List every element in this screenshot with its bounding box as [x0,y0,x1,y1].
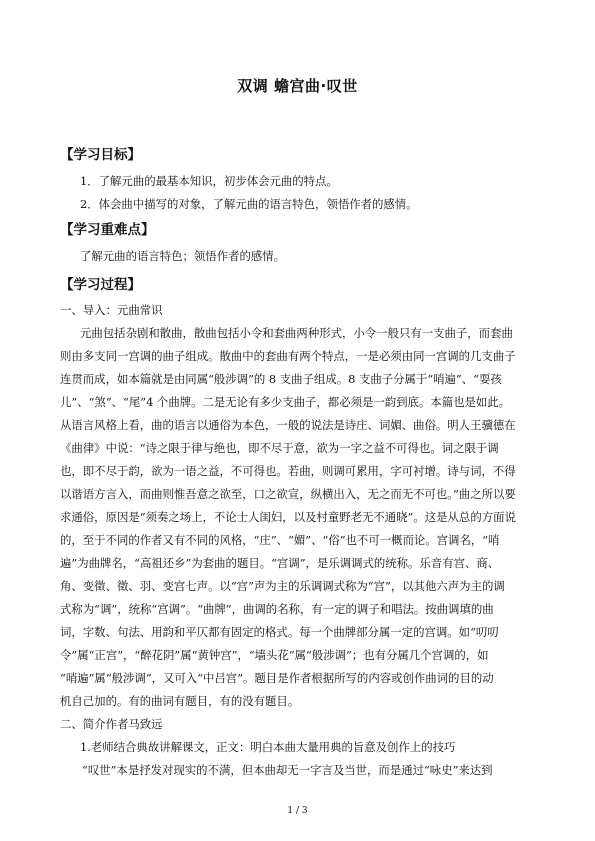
paragraph-line: 1.老师结合典故讲解课文，正文：明白本曲大量用典的旨意及创作上的技巧 [80,740,456,754]
paragraph-line: “哨遍”属“般涉调”，又可入“中吕宫”。题目是作者根据所写的内容或创作曲词的目的动 [60,671,494,685]
paragraph-line: 《曲律》中说：“诗之限于律与绝也，即不尽于意，欲为一字之益不可得也。词之限于调 [60,441,499,455]
paragraph-line: 求通俗，原因是“须奏之场上，不论士人闺妇，以及村童野老无不通晓”。这是从总的方面说 [60,510,516,524]
page-number: 1 / 3 [287,806,308,816]
goal-item: 1．了解元曲的最基本知识，初步体会元曲的特点。 [80,174,338,188]
paragraph-line: 以谐语方言入，而曲则惟吾意之欲至，口之欲宣，纵横出入，无之而无不可也。”曲之所以要 [60,487,516,501]
paragraph-line: 连贯而成，如本篇就是由同属“般涉调”的 8 支曲子组成。8 支曲子分属于“哨遍”、“耍孩 [60,372,502,386]
subheading-intro: 一、导入：元曲常识 [60,303,163,317]
goal-item: 2．体会曲中描写的对象，了解元曲的语言特色，领悟作者的感情。 [80,197,418,211]
paragraph-line: 则由多支同一宫调的曲子组成。散曲中的套曲有两个特点，一是必须由同一宫调的几支曲子 [60,349,516,363]
paragraph-line: 遍”为曲牌名，“高祖还乡”为套曲的题目。“宫调”，是乐调调式的统称。乐音有宫、商、 [60,556,500,570]
paragraph-line: “叹世”本是抒发对现实的不满，但本曲却无一字言及当世，而是通过“咏史”来达到 [82,763,493,777]
paragraph-line: 式称为“调”，统称“宫调”。“曲牌”，曲调的名称，有一定的调子和唱法。按曲调填的曲 [60,602,494,616]
section-heading-goals: 【学习目标】 [60,147,141,163]
paragraph-line: 元曲包括杂剧和散曲，散曲包括小令和套曲两种形式，小令一般只有一支曲子，而套曲 [80,326,513,340]
paragraph-line: 也，即不尽于韵，欲为一语之益，不可得也。若曲，则调可累用，字可衬增。诗与词，不得 [60,464,516,478]
paragraph-line: 角、变徵、徵、羽、变宫七声。以“宫”声为主的乐调调式称为“宫”，以其他六声为主的调 [60,579,505,593]
page-title: 双调 蟾宫曲·叹世 [237,77,358,95]
section-heading-key-points: 【学习重难点】 [60,222,155,238]
paragraph-line: 儿”、“煞”、“尾”4 个曲牌。二是无论有多少支曲子，都必须是一韵到底。本篇也是如此。 [60,395,511,409]
paragraph-line: 的，至于不同的作者又有不同的风格，“庄”、“媚”、“俗”也不可一概而论。宫调名，“哨 [60,533,500,547]
key-points-text: 了解元曲的语言特色；领悟作者的感情。 [80,249,286,263]
paragraph-line: 词，字数、句法、用韵和平仄都有固定的格式。每一个曲牌部分属一定的宫调。如“叨叨 [60,625,499,639]
section-heading-process: 【学习过程】 [60,277,141,293]
subheading-author: 二、简介作者马致远 [60,717,163,731]
paragraph-line: 令”属“正宫”，“醉花阴”属“黄钟宫”，“墙头花”属“般涉调”；也有分属几个宫调的，如 [60,648,489,662]
paragraph-line: 机自己加的。有的曲词有题目，有的没有题目。 [60,694,300,708]
paragraph-line: 从语言风格上看，曲的语言以通俗为本色，一般的说法是诗庄、词媚、曲俗。明人王骥德在 [60,418,516,432]
